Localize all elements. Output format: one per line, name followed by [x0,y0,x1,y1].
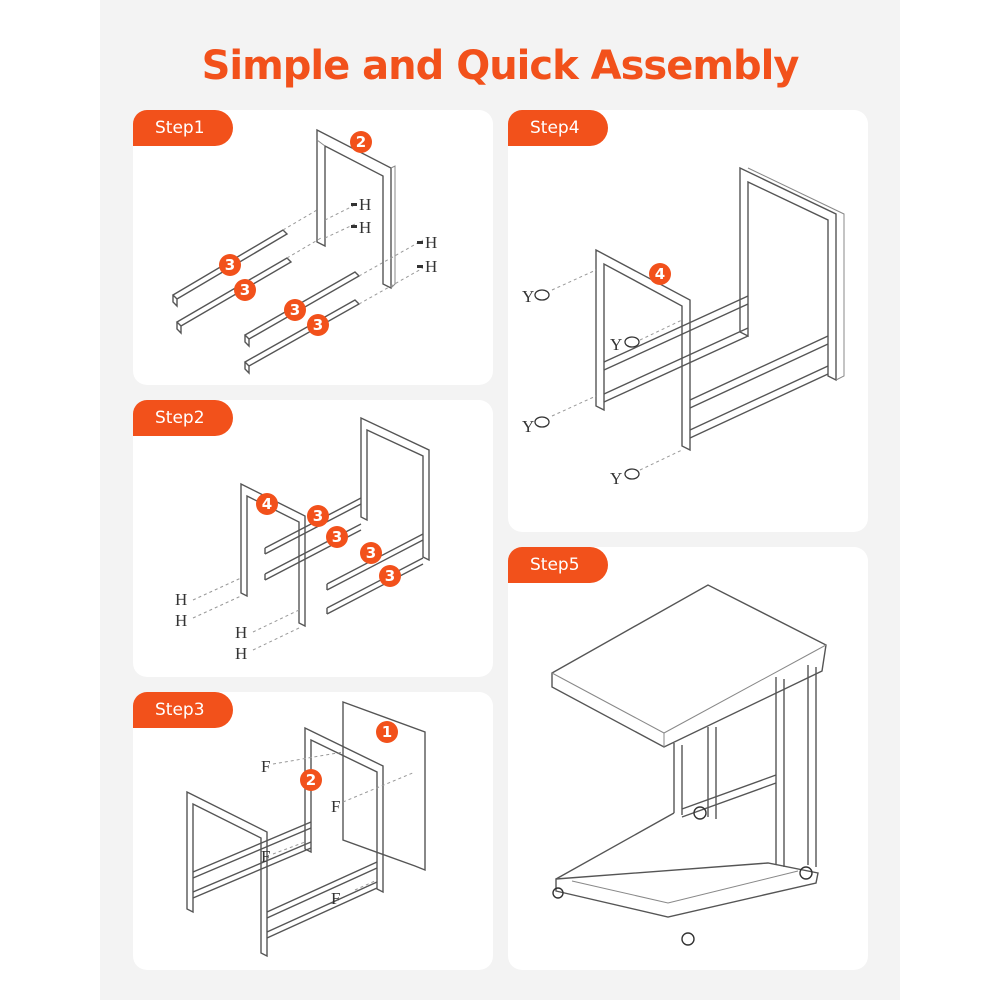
screw-label: H [425,257,438,276]
part-callout [360,542,382,564]
step-4-card [508,110,868,532]
part-callout [649,263,671,285]
screw-label: F [331,889,341,908]
step-1-card [133,110,493,385]
step-2-diagram [133,400,493,677]
screw-label: H [175,590,188,609]
part-callout [234,279,256,301]
screw-label: H [425,233,438,252]
svg-text:4: 4 [654,265,666,283]
screw-label: H [359,218,372,237]
part-callout [219,254,241,276]
screw-label: Y [610,469,623,488]
part-callout [300,769,322,791]
step-3-diagram [133,692,493,970]
screw-label: H [235,644,248,663]
svg-text:3: 3 [224,256,236,274]
step-2-tag: Step2 [133,400,233,436]
screw-label: Y [610,335,623,354]
svg-text:3: 3 [312,507,324,525]
part-callout [307,505,329,527]
page-title: Simple and Quick Assembly [201,43,799,89]
screw-label: F [261,847,271,866]
step-2-card [133,400,493,677]
screw-label: H [359,195,372,214]
screw-label: F [261,757,271,776]
part-callout [256,493,278,515]
svg-text:1: 1 [381,723,393,741]
svg-text:3: 3 [312,316,324,334]
svg-text:4: 4 [261,495,273,513]
screw-label: H [235,623,248,642]
part-callout [376,721,398,743]
part-callout [307,314,329,336]
step-3-tag: Step3 [133,692,233,728]
svg-text:2: 2 [355,133,367,151]
step-1-tag: Step1 [133,110,233,146]
screw-label: Y [522,417,535,436]
step-5-diagram [508,547,868,970]
screw-label: F [331,797,341,816]
svg-text:3: 3 [289,301,301,319]
part-callout [379,565,401,587]
svg-text:3: 3 [384,567,396,585]
step-1-diagram [133,110,493,385]
part-callout [350,131,372,153]
svg-text:3: 3 [331,528,343,546]
part-callout [326,526,348,548]
step-5-card [508,547,868,970]
step-4-diagram [508,110,868,532]
svg-text:3: 3 [239,281,251,299]
screw-label: Y [522,287,535,306]
step-4-tag: Step4 [508,110,608,146]
step-5-tag: Step5 [508,547,608,583]
svg-text:3: 3 [365,544,377,562]
svg-text:2: 2 [305,771,317,789]
screw-label: H [175,611,188,630]
part-callout [284,299,306,321]
step-3-card [133,692,493,970]
